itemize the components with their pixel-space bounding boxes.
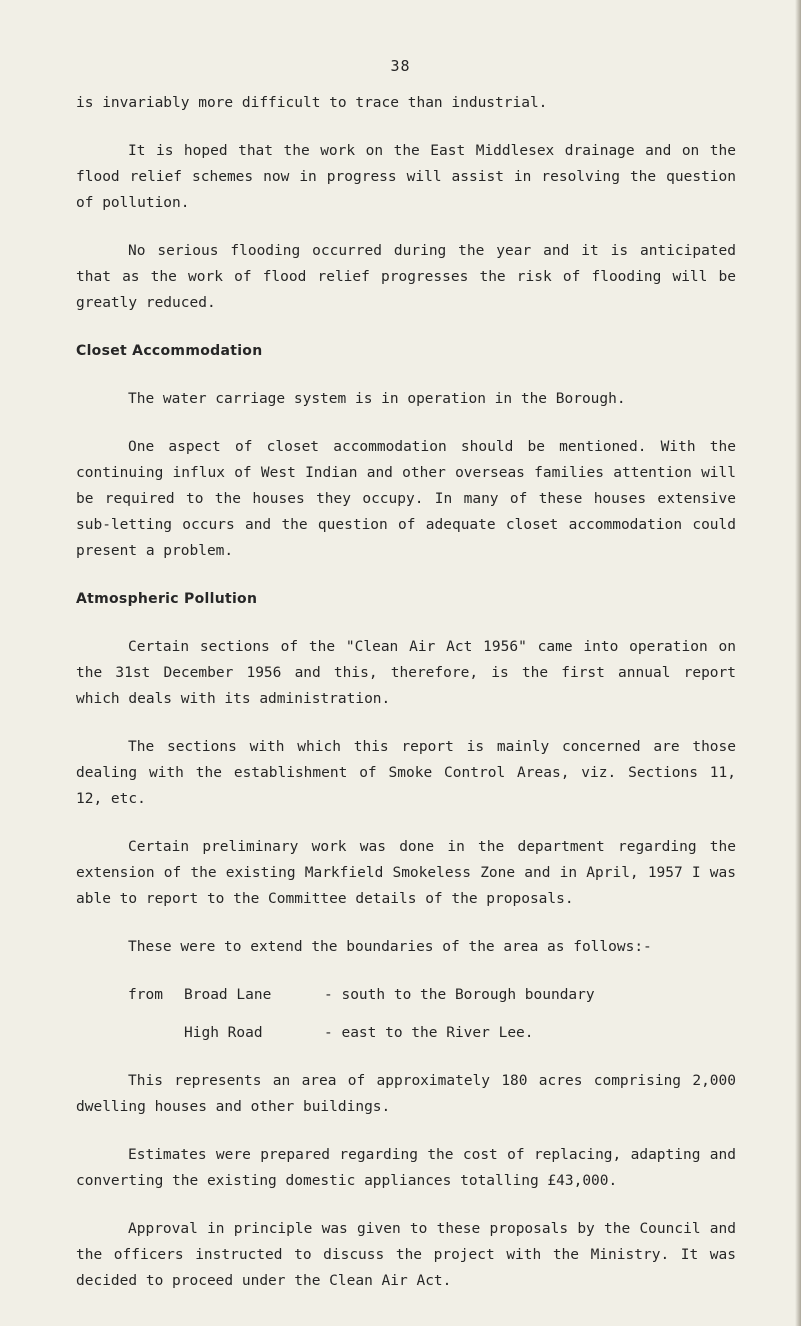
paragraph-flooding: No serious flooding occurred during the year and it is anticipated that as the work of flood relief progresses the risk of flooding will be greatly reduced. — [76, 243, 736, 311]
boundary-direction: - east to the River Lee. — [324, 1025, 534, 1041]
paragraph-closet-aspect: One aspect of closet accommodation should be mentioned. With the continuing influx of West Indian and other overseas families attention will be required to the houses they occupy. In many of these houses extensive sub-letting occurs and the question of adequate closet accommodation could present a problem. — [76, 439, 736, 559]
paragraph-estimates: Estimates were prepared regarding the cost of replacing, adapting and converting the existing domestic appliances totalling £43,000. — [76, 1147, 736, 1189]
boundary-list — [76, 982, 736, 1008]
boundary-from-label: from — [128, 987, 163, 1003]
boundary-item — [76, 982, 736, 1008]
paragraph-sections: The sections with which this report is mainly concerned are those dealing with the establishment of Smoke Control Areas, viz. Sections 11, 12, etc. — [76, 739, 736, 807]
paragraph-continuation: is invariably more difficult to trace than industrial. — [76, 95, 548, 111]
paragraph-preliminary-work: Certain preliminary work was done in the department regarding the extension of the existing Markfield Smokeless Zone and in April, 1957 I was able to report to the Committee details of the proposals. — [76, 839, 736, 907]
paragraph-approval: Approval in principle was given to these proposals by the Council and the officers instructed to discuss the project with the Ministry. It was decided to proceed under the Clean Air Act. — [76, 1221, 736, 1289]
paragraph-drainage: It is hoped that the work on the East Middlesex drainage and on the flood relief schemes now in progress will assist in resolving the question of pollution. — [76, 143, 736, 211]
boundary-place: Broad Lane — [184, 987, 272, 1003]
heading-closet-accommodation: Closet Accommodation — [76, 343, 263, 359]
paragraph-boundaries-intro: These were to extend the boundaries of the area as follows:- — [128, 939, 652, 955]
boundary-direction: - south to the Borough boundary — [324, 987, 595, 1003]
boundary-place: High Road — [184, 1025, 263, 1041]
document-body — [76, 90, 736, 1316]
page-edge-shadow — [795, 0, 801, 1326]
page-number: 38 — [390, 57, 411, 75]
paragraph-water-carriage: The water carriage system is in operation in the Borough. — [128, 391, 626, 407]
boundary-list-second — [76, 1020, 736, 1046]
paragraph-area: This represents an area of approximately 180 acres comprising 2,000 dwelling houses and other buildings. — [76, 1073, 736, 1115]
heading-atmospheric-pollution: Atmospheric Pollution — [76, 591, 258, 607]
paragraph-clean-air-act: Certain sections of the "Clean Air Act 1956" came into operation on the 31st December 1956 and this, therefore, is the first annual report which deals with its administration. — [76, 639, 736, 707]
boundary-item — [76, 1020, 736, 1046]
